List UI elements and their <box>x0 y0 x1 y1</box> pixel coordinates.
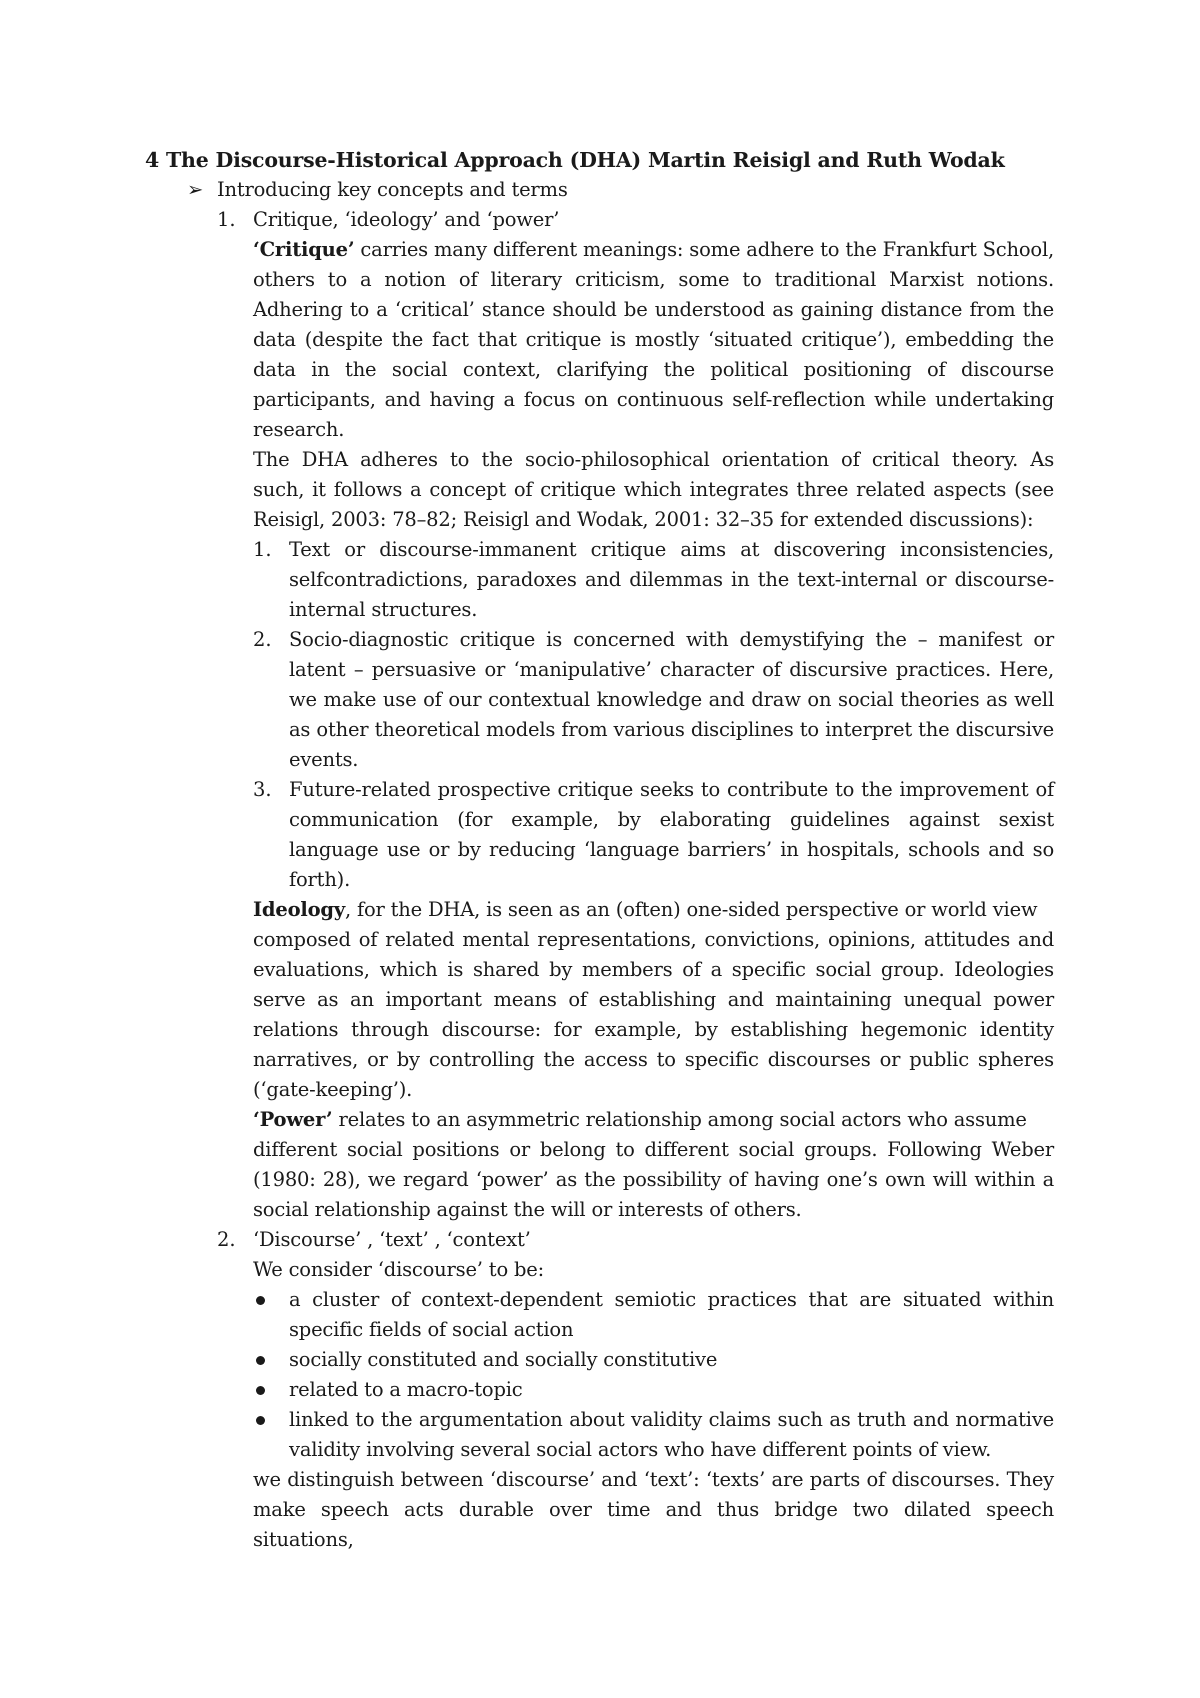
power-term: ‘Power’ <box>253 1108 333 1131</box>
critique-para-line-5: data in the social context, clarifying the political positioning of discourse <box>253 358 1054 381</box>
sublist-item-1-line-3: internal structures. <box>289 598 478 621</box>
ideology-para-line-2: composed of related mental representations, convictions, opinions, attitudes and <box>253 928 1054 951</box>
section-2-intro: We consider ‘discourse’ to be: <box>253 1258 544 1281</box>
closing-para-line-1: we distinguish between ‘discourse’ and ‘text’: ‘texts’ are parts of discourses. They <box>253 1468 1054 1491</box>
bullet-icon <box>256 1296 265 1305</box>
sublist-item-2-line-5: events. <box>289 748 359 771</box>
bullet-1-line-1: a cluster of context-dependent semiotic practices that are situated within <box>289 1288 1054 1311</box>
ideology-para-line-7: (‘gate-keeping’). <box>253 1078 413 1101</box>
closing-para-line-2: make speech acts durable over time and thus bridge two dilated speech situations, <box>253 1498 1054 1551</box>
ideology-para-line-4: serve as an important means of establishing and maintaining unequal power <box>253 988 1054 1011</box>
bullet-2-line-1: socially constituted and socially constitutive <box>289 1348 718 1371</box>
section-2-number: 2. <box>217 1228 236 1251</box>
bullet-4-line-2: validity involving several social actors who have different points of view. <box>289 1438 992 1461</box>
ideology-para-line-6: narratives, or by controlling the access to specific discourses or public spheres <box>253 1048 1054 1071</box>
dha-para-line-3: Reisigl, 2003: 78–82; Reisigl and Wodak, 2001: 32–35 for extended discussions): <box>253 508 1034 531</box>
sublist-item-2-line-2: latent – persuasive or ‘manipulative’ character of discursive practices. Here, <box>289 658 1054 681</box>
bullet-1-line-2: specific fields of social action <box>289 1318 574 1341</box>
bullet-icon <box>256 1386 265 1395</box>
critique-term: ‘Critique’ <box>253 238 355 261</box>
ideology-para-line-3: evaluations, which is shared by members of a specific social group. Ideologies <box>253 958 1054 981</box>
dha-para-line-1: The DHA adheres to the socio-philosophical orientation of critical theory. As <box>253 448 1054 471</box>
dha-para-line-2: such, it follows a concept of critique which integrates three related aspects (see <box>253 478 1054 501</box>
section-2-title: ‘Discourse’ , ‘text’ , ‘context’ <box>253 1228 531 1251</box>
sublist-item-2-line-3: we make use of our contextual knowledge and draw on social theories as well <box>289 688 1054 711</box>
sublist-item-2-number: 2. <box>253 628 272 651</box>
critique-para-line-7: research. <box>253 418 345 441</box>
page-title: 4 The Discourse-Historical Approach (DHA) Martin Reisigl and Ruth Wodak <box>145 148 1005 172</box>
critique-para-line-6: participants, and having a focus on continuous self-reflection while undertaking <box>253 388 1054 411</box>
arrow-item-text: Introducing key concepts and terms <box>217 178 568 201</box>
power-para-line-1: ‘Power’ relates to an asymmetric relationship among social actors who assume <box>253 1108 1027 1131</box>
power-para-line-4: social relationship against the will or interests of others. <box>253 1198 802 1221</box>
sublist-item-1-number: 1. <box>253 538 272 561</box>
sublist-item-3-number: 3. <box>253 778 272 801</box>
sublist-item-3-line-4: forth). <box>289 868 351 891</box>
critique-para-line-3: Adhering to a ‘critical’ stance should be understood as gaining distance from the <box>253 298 1054 321</box>
section-1-number: 1. <box>217 208 236 231</box>
sublist-item-3-line-1: Future-related prospective critique seeks to contribute to the improvement of <box>289 778 1054 801</box>
sublist-item-1-line-2: selfcontradictions, paradoxes and dilemmas in the text-internal or discourse- <box>289 568 1054 591</box>
bullet-icon <box>256 1416 265 1425</box>
ideology-term: Ideology <box>253 898 345 921</box>
ideology-para-line-5: relations through discourse: for example, by establishing hegemonic identity <box>253 1018 1054 1041</box>
critique-para-line-1: ‘Critique’ carries many different meanings: some adhere to the Frankfurt School, <box>253 238 1054 261</box>
sublist-item-1-line-1: Text or discourse-immanent critique aims at discovering inconsistencies, <box>289 538 1054 561</box>
section-1-title: Critique, ‘ideology’ and ‘power’ <box>253 208 560 231</box>
power-para-line-3: (1980: 28), we regard ‘power’ as the possibility of having one’s own will within a <box>253 1168 1054 1191</box>
ideology-para-line-1: Ideology, for the DHA, is seen as an (often) one-sided perspective or world view <box>253 898 1038 921</box>
bullet-4-line-1: linked to the argumentation about validity claims such as truth and normative <box>289 1408 1054 1431</box>
sublist-item-2-line-1: Socio-diagnostic critique is concerned with demystifying the – manifest or <box>289 628 1054 651</box>
bullet-3-line-1: related to a macro-topic <box>289 1378 523 1401</box>
sublist-item-3-line-3: language use or by reducing ‘language barriers’ in hospitals, schools and so <box>289 838 1054 861</box>
sublist-item-2-line-4: as other theoretical models from various disciplines to interpret the discursive <box>289 718 1054 741</box>
sublist-item-3-line-2: communication (for example, by elaborating guidelines against sexist <box>289 808 1054 831</box>
bullet-icon <box>256 1356 265 1365</box>
arrow-bullet-icon: ➢ <box>187 178 204 201</box>
critique-para-line-2: others to a notion of literary criticism, some to traditional Marxist notions. <box>253 268 1054 291</box>
power-para-line-2: different social positions or belong to different social groups. Following Weber <box>253 1138 1054 1161</box>
critique-para-line-4: data (despite the fact that critique is mostly ‘situated critique’), embedding the <box>253 328 1054 351</box>
